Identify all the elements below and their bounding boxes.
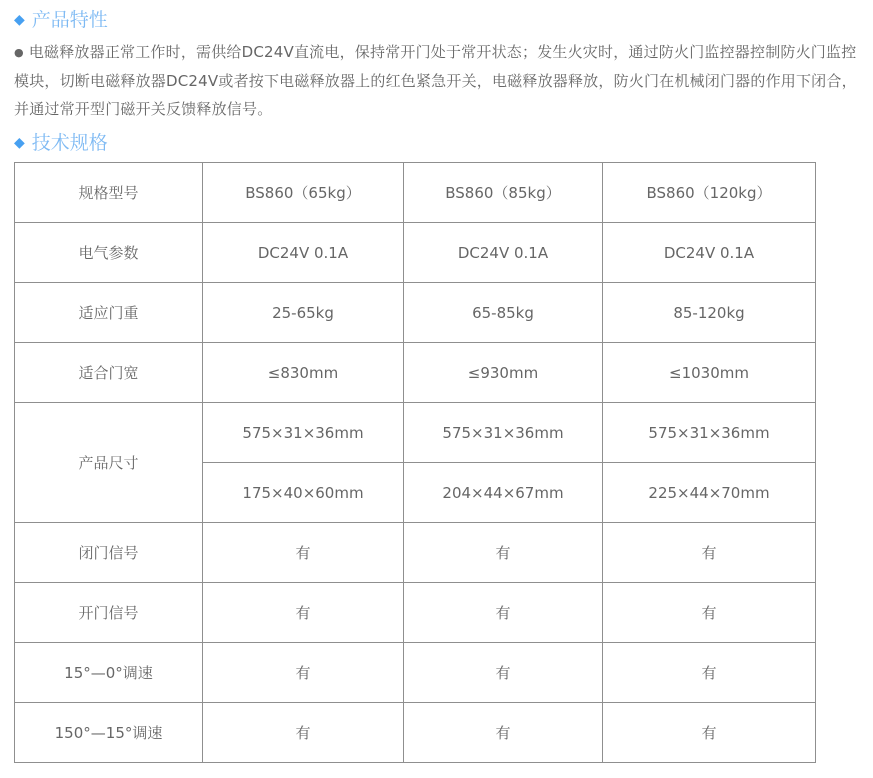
spec-value: BS860（120kg） xyxy=(603,163,816,223)
table-row xyxy=(15,643,816,703)
diamond-icon: ◆ xyxy=(14,12,25,28)
spec-value: 204×44×67mm xyxy=(404,463,603,523)
diamond-icon: ◆ xyxy=(14,135,25,151)
spec-value: ≤830mm xyxy=(203,343,404,403)
spec-value: 有 xyxy=(203,703,404,763)
spec-value: 85-120kg xyxy=(603,283,816,343)
spec-value: 575×31×36mm xyxy=(203,403,404,463)
spec-value: 有 xyxy=(404,523,603,583)
spec-value: 有 xyxy=(603,583,816,643)
spec-value: BS860（85kg） xyxy=(404,163,603,223)
features-text: 电磁释放器正常工作时，需供给DC24V直流电，保持常开门处于常开状态；发生火灾时，通过防火门监控器控制防火门监控模块，切断电磁释放器DC24V或者按下电磁释放器上的红色紧急开关，电磁释放器释放，防火门在机械闭门器的作用下闭合，并通过常开型门磁开关反馈释放信号。 xyxy=(14,43,857,118)
spec-value: 有 xyxy=(203,643,404,703)
spec-label: 闭门信号 xyxy=(15,523,203,583)
table-row xyxy=(15,403,816,463)
section-title-specs: 技术规格 xyxy=(31,132,108,154)
spec-label: 规格型号 xyxy=(15,163,203,223)
spec-value: DC24V 0.1A xyxy=(603,223,816,283)
spec-label: 适应门重 xyxy=(15,283,203,343)
spec-label: 产品尺寸 xyxy=(15,403,203,523)
spec-label: 电气参数 xyxy=(15,223,203,283)
section-title-features: 产品特性 xyxy=(31,9,108,31)
spec-value: DC24V 0.1A xyxy=(404,223,603,283)
spec-label: 15°—0°调速 xyxy=(15,643,203,703)
spec-value: 有 xyxy=(203,523,404,583)
spec-value: 有 xyxy=(203,583,404,643)
spec-value: 65-85kg xyxy=(404,283,603,343)
table-row xyxy=(15,283,816,343)
spec-value: 575×31×36mm xyxy=(603,403,816,463)
bullet-icon: ● xyxy=(14,46,24,59)
spec-value: 有 xyxy=(404,583,603,643)
spec-table xyxy=(14,162,816,763)
table-row xyxy=(15,583,816,643)
section-header-specs xyxy=(0,132,873,154)
spec-label: 开门信号 xyxy=(15,583,203,643)
table-row xyxy=(15,703,816,763)
spec-value: 有 xyxy=(404,643,603,703)
table-row xyxy=(15,223,816,283)
spec-value: 有 xyxy=(603,523,816,583)
spec-value: 575×31×36mm xyxy=(404,403,603,463)
spec-value: 225×44×70mm xyxy=(603,463,816,523)
spec-value: BS860（65kg） xyxy=(203,163,404,223)
table-row xyxy=(15,523,816,583)
spec-value: 25-65kg xyxy=(203,283,404,343)
features-paragraph xyxy=(14,38,865,123)
spec-value: 有 xyxy=(603,643,816,703)
table-row xyxy=(15,343,816,403)
spec-value: 有 xyxy=(404,703,603,763)
spec-value: DC24V 0.1A xyxy=(203,223,404,283)
spec-value: 175×40×60mm xyxy=(203,463,404,523)
spec-label: 150°—15°调速 xyxy=(15,703,203,763)
spec-value: ≤930mm xyxy=(404,343,603,403)
spec-value: 有 xyxy=(603,703,816,763)
spec-label: 适合门宽 xyxy=(15,343,203,403)
section-header-features xyxy=(0,0,873,31)
spec-value: ≤1030mm xyxy=(603,343,816,403)
table-row xyxy=(15,163,816,223)
